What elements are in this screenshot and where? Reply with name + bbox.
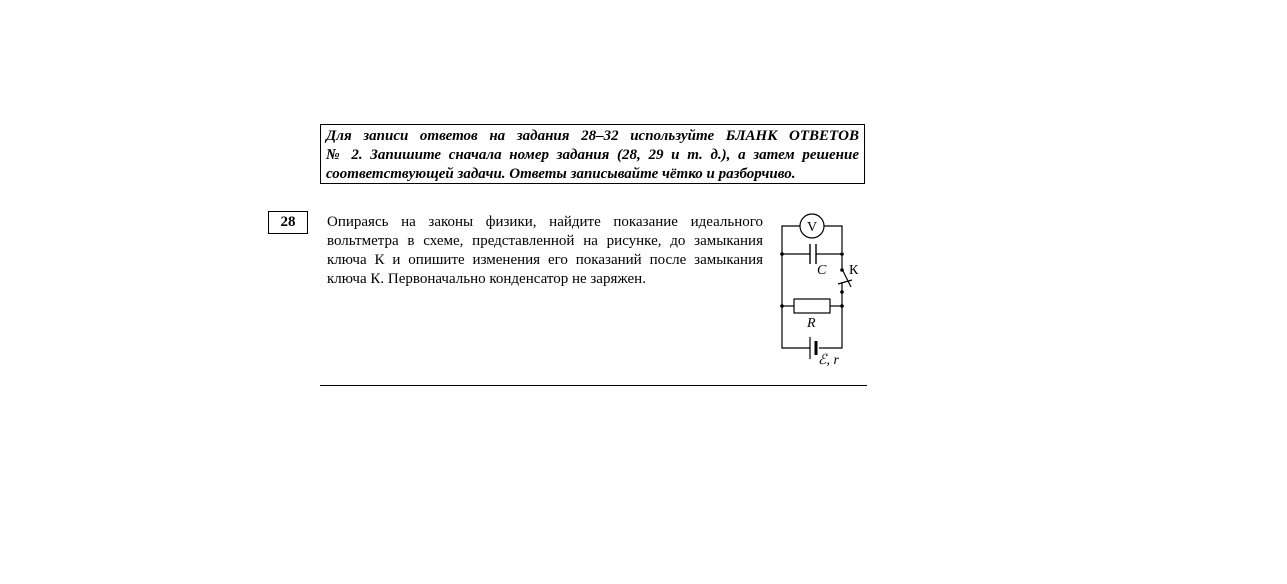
circuit-diagram	[770, 205, 870, 370]
task-statement	[327, 213, 763, 289]
instruction-line-1: Для записи ответов на задания 28–32 используйте БЛАНК ОТВЕТОВ	[326, 128, 859, 144]
task-line-4: ключа К. Первоначально конденсатор не заряжен.	[327, 271, 646, 287]
key-label: К	[849, 263, 859, 278]
task-line-3: ключа К и опишите изменения его показаний после замыкания	[327, 252, 763, 268]
key-contact	[840, 268, 844, 272]
resistor-symbol	[794, 299, 830, 313]
task-line-1: Опираясь на законы физики, найдите показание идеального	[327, 214, 763, 230]
instruction-line-3: соответствующей задачи. Ответы записывайте чётко и разборчиво.	[326, 166, 796, 182]
instruction-line-2: № 2. Запишите сначала номер задания (28, 29 и т. д.), а затем решение	[326, 147, 859, 163]
junction-dot	[840, 252, 844, 256]
resistor-label: R	[807, 316, 816, 331]
junction-dot	[840, 290, 844, 294]
task-number: 28	[268, 211, 308, 234]
junction-dot	[780, 252, 784, 256]
voltmeter-label: V	[806, 220, 818, 235]
junction-dot	[780, 304, 784, 308]
source-label: ℰ, r	[818, 353, 839, 368]
answer-instructions-box	[320, 124, 865, 184]
key-contact-bar	[838, 280, 852, 284]
capacitor-label: C	[817, 263, 827, 278]
task-line-2: вольтметра в схеме, представленной на рисунке, до замыкания	[327, 233, 763, 249]
junction-dot	[840, 304, 844, 308]
section-divider	[320, 385, 867, 386]
